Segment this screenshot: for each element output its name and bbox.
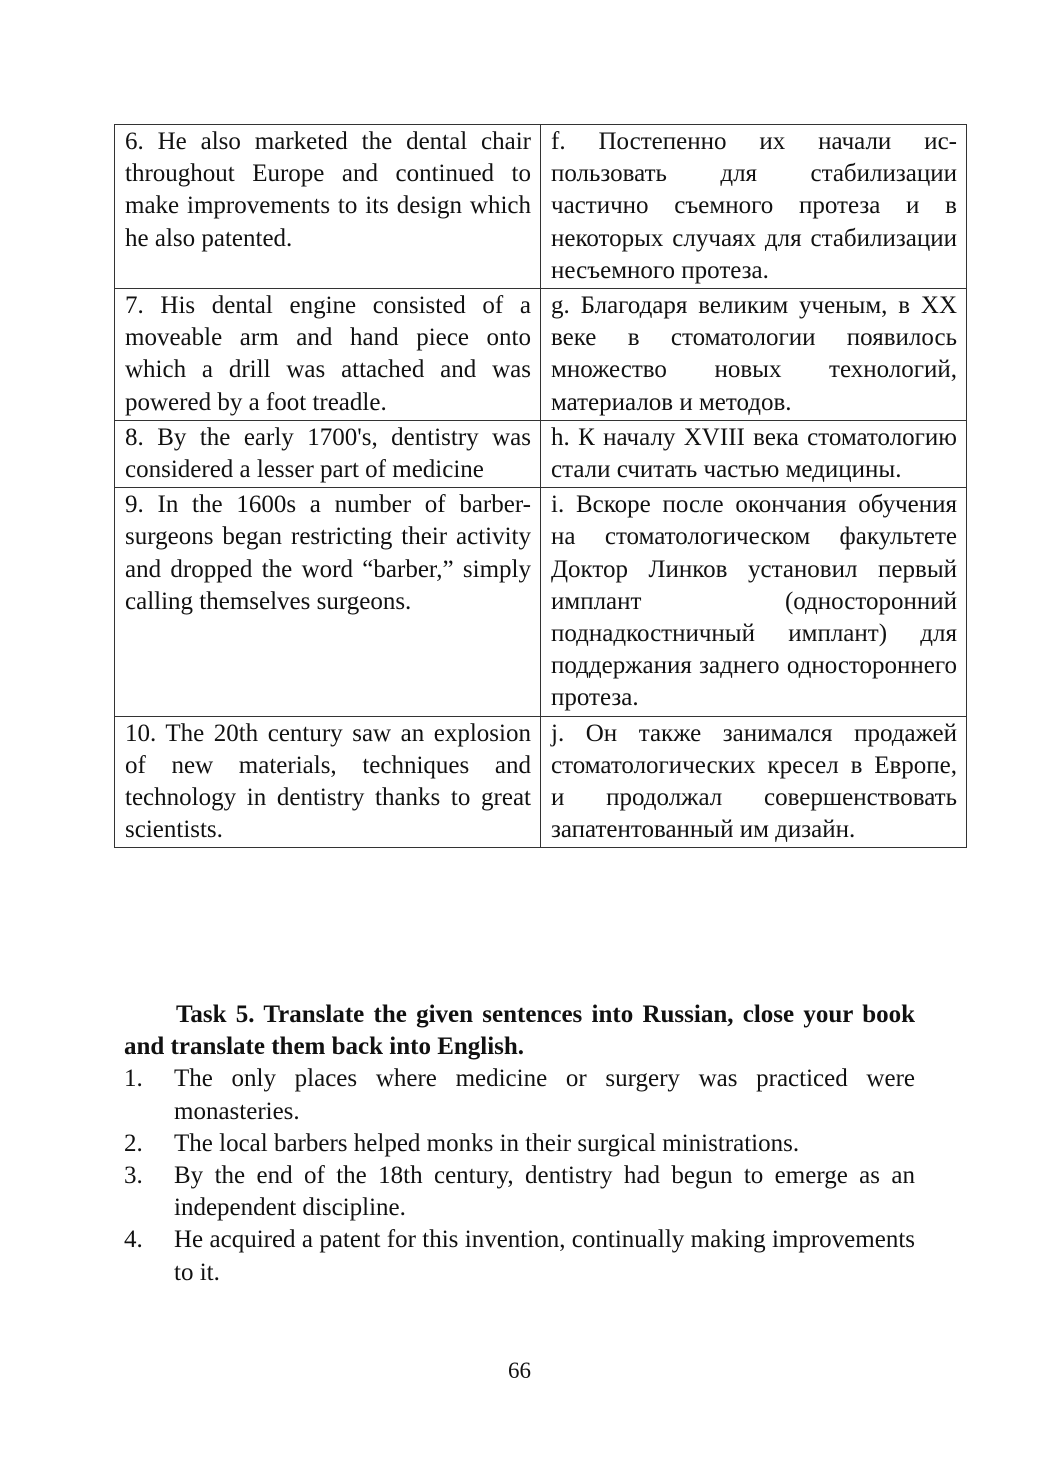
- table-row: [115, 420, 967, 487]
- list-item: [124, 1128, 915, 1160]
- table-row: [115, 716, 967, 848]
- matching-table: [114, 124, 967, 848]
- russian-sentence-cell: h. К началу XVIII века стоматологию стали считать частью медицины.: [541, 420, 967, 487]
- russian-sentence-cell: f. Постепенно их начали использовать для стабилизации частично съемного протеза и в некоторых случаях для стабилизации несъемного протеза.: [541, 125, 967, 289]
- list-item: [124, 1224, 915, 1288]
- list-item-text: By the end of the 18th century, dentistry had begun to emerge as an independent discipline.: [174, 1162, 915, 1222]
- list-item-text: The only places where medicine or surgery was practiced were monasteries.: [174, 1065, 915, 1125]
- task-section: [124, 999, 915, 1289]
- list-item-number: 3.: [124, 1162, 143, 1190]
- list-item-text: He acquired a patent for this invention, continually making improvements to it.: [174, 1226, 915, 1286]
- task-heading: Task 5. Translate the given sentences into Russian, close your book and translate them back into English.: [124, 1001, 915, 1061]
- russian-sentence-cell: i. Вскоре после окончания обучения на стоматологическом факультете Доктор Линков установил первый имплант (односторонний поднадкостничный имплант) для поддержания заднего одностороннего протеза.: [541, 488, 967, 716]
- page-number: 66: [508, 1358, 531, 1383]
- list-item: [124, 1063, 915, 1127]
- russian-sentence-cell: j. Он также занимался продажей стоматологических кресел в Европе, и продолжал совершенствовать запатентованный им дизайн.: [541, 716, 967, 848]
- english-sentence-cell: 7. His dental engine consisted of a moveable arm and hand piece onto which a drill was attached and was powered by a foot treadle.: [115, 289, 541, 421]
- russian-sentence-cell: g. Благодаря великим ученым, в XX веке в стоматологии появилось множество новых технологий, материалов и методов.: [541, 289, 967, 421]
- table-row: [115, 289, 967, 421]
- list-item-text: The local barbers helped monks in their surgical ministrations.: [174, 1129, 800, 1157]
- list-item: [124, 1160, 915, 1224]
- english-sentence-cell: 8. By the early 1700's, dentistry was considered a lesser part of medicine: [115, 420, 541, 487]
- english-sentence-cell: 6. He also marketed the dental chair throughout Europe and continued to make improvements to its design which he also patented.: [115, 125, 541, 289]
- table-row: [115, 488, 967, 716]
- task-list: [124, 1063, 915, 1288]
- list-item-number: 1.: [124, 1065, 143, 1093]
- list-item-number: 4.: [124, 1226, 143, 1254]
- english-sentence-cell: 10. The 20th century saw an explosion of new materials, techniques and technology in dentistry thanks to great scientists.: [115, 716, 541, 848]
- english-sentence-cell: 9. In the 1600s a number of barber-surgeons began restricting their activity and dropped the word “barber,” simply calling themselves surgeons.: [115, 488, 541, 716]
- table-row: [115, 125, 967, 289]
- list-item-number: 2.: [124, 1129, 143, 1157]
